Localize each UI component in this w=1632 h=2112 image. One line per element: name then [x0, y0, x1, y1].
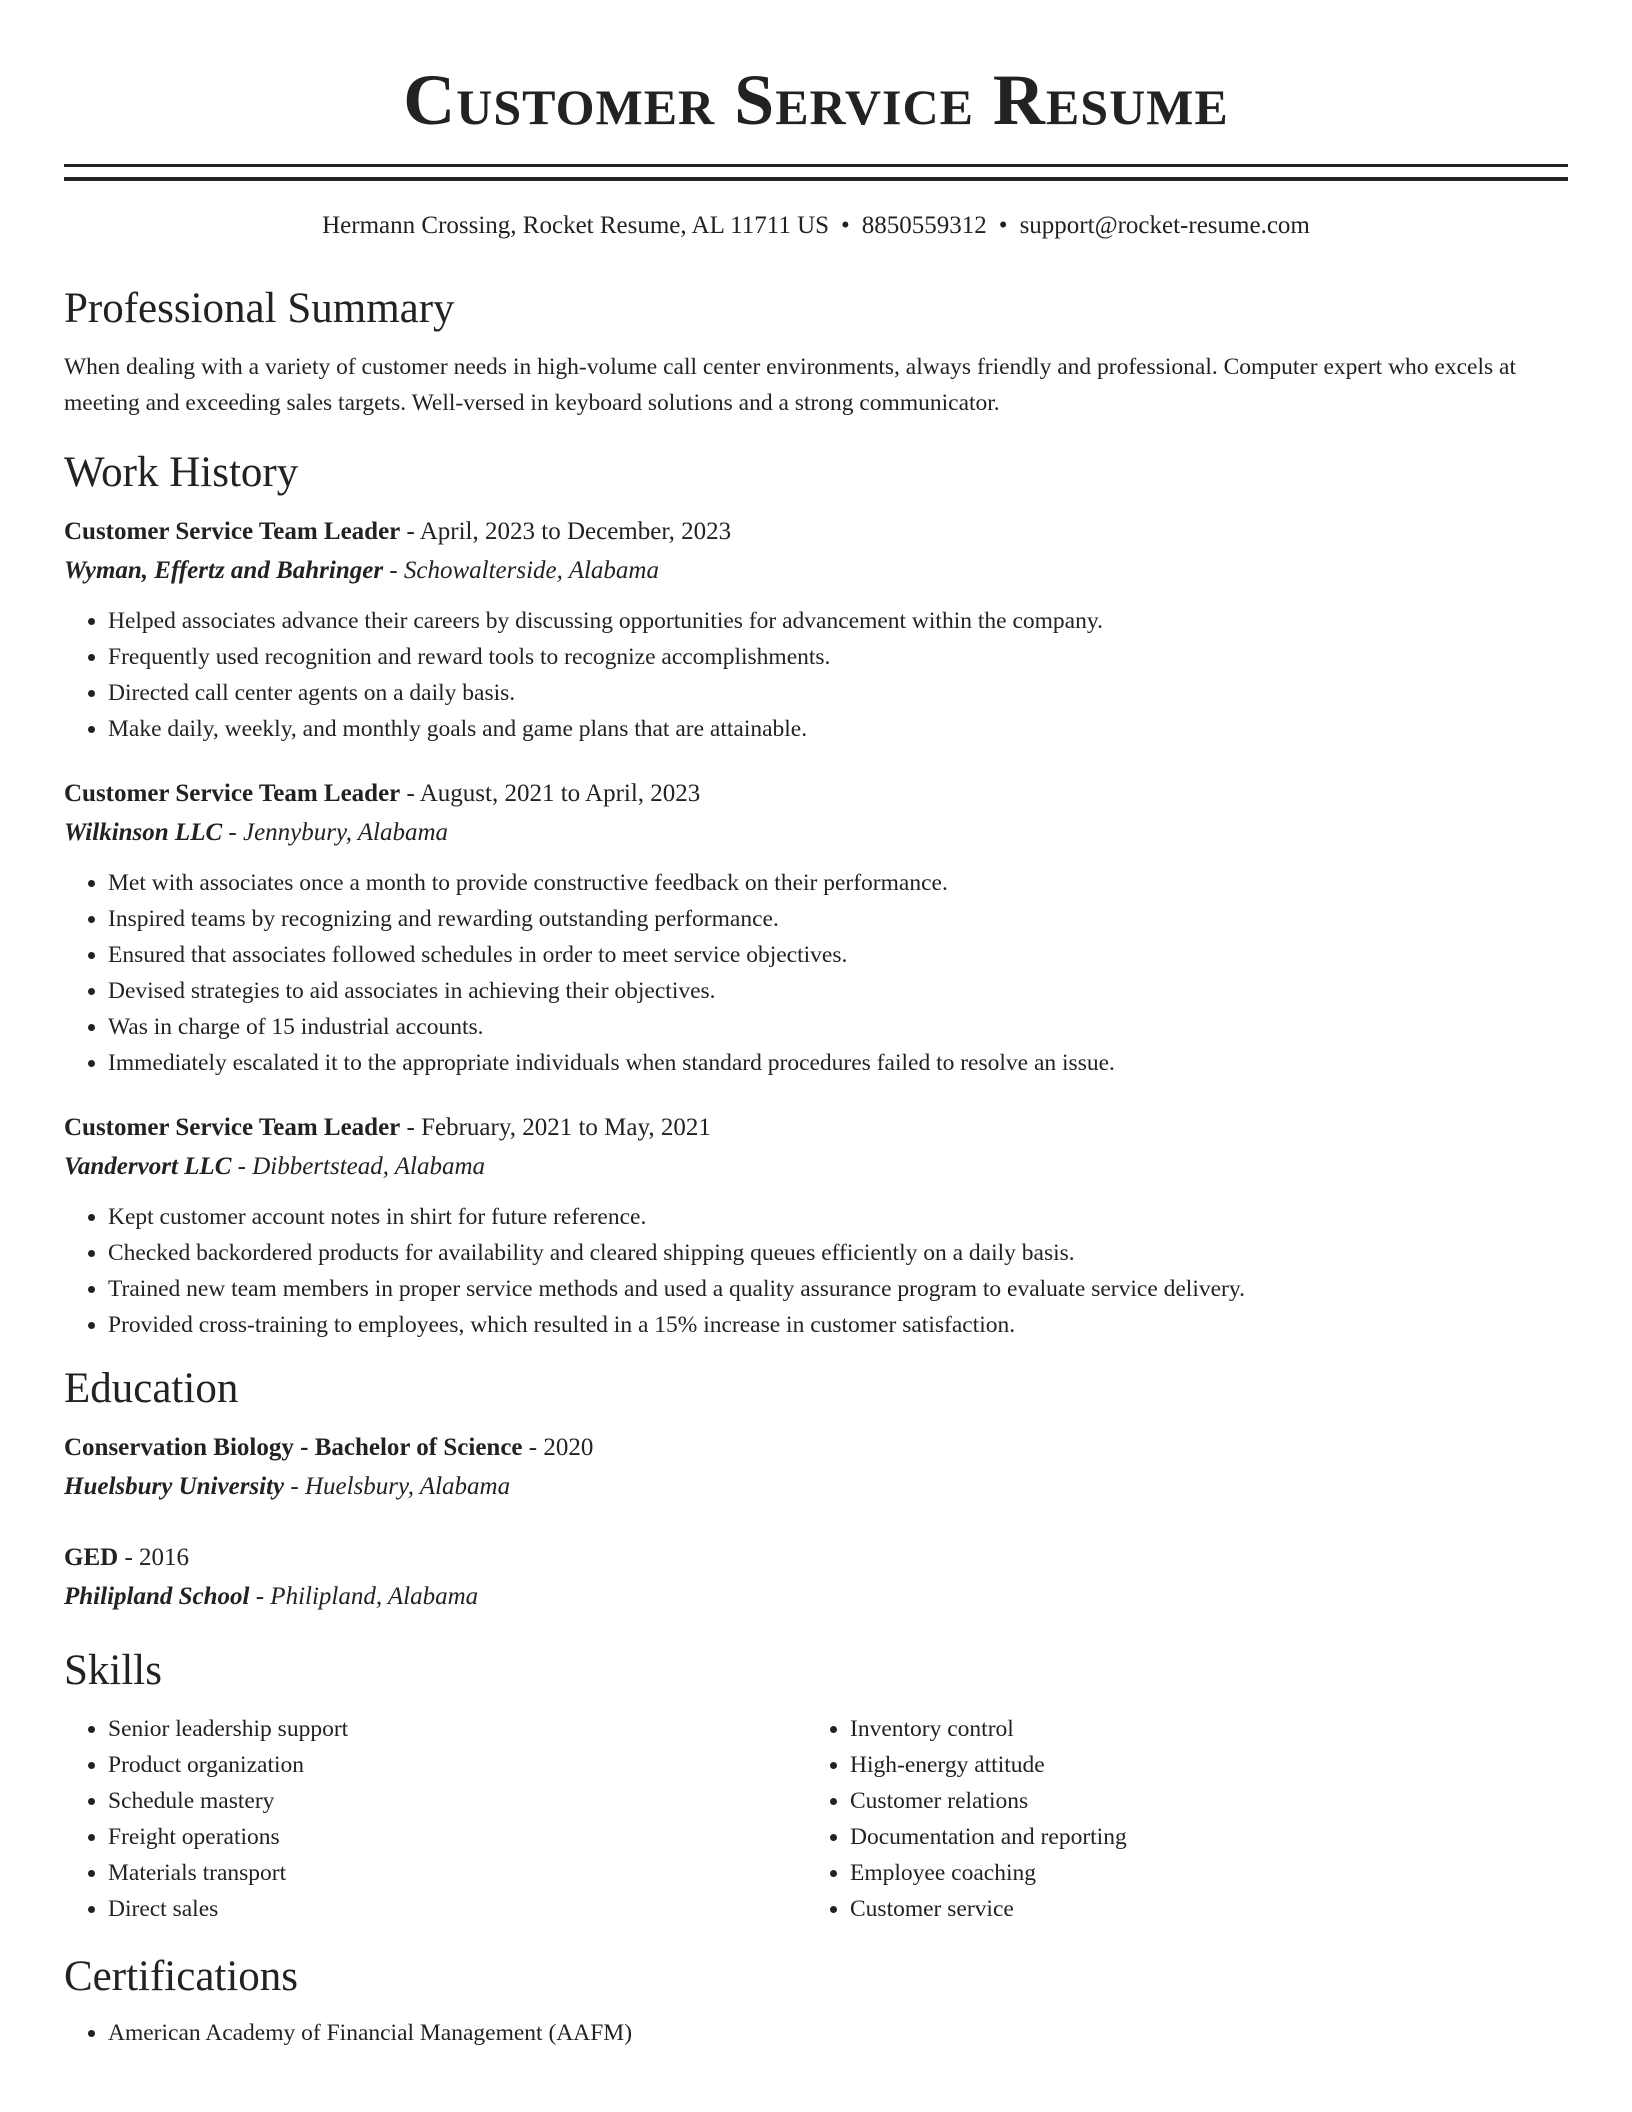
job-title-line: [64, 513, 1568, 551]
job-bullet: • Was in charge of 15 industrial accounts.: [108, 1009, 1568, 1045]
skill-item: • Customer service: [850, 1891, 1548, 1927]
contact-address: Hermann Crossing, Rocket Resume, AL 11711 US: [322, 212, 830, 239]
title-double-rule: [64, 164, 1568, 181]
job-title: Customer Service Team Leader: [64, 780, 401, 807]
job-company-line: [64, 813, 1568, 853]
job-title-line: [64, 1109, 1568, 1147]
contact-separator: •: [841, 212, 850, 239]
job-bullet: • Ensured that associates followed schedules in order to meet service objectives.: [108, 937, 1568, 973]
job-location: - Schowalterside, Alabama: [383, 557, 659, 584]
contact-phone: 8850559312: [861, 212, 987, 239]
job-bullet: • Frequently used recognition and reward tools to recognize accomplishments.: [108, 639, 1568, 675]
skill-item: • Freight operations: [108, 1819, 806, 1855]
job-dates: - February, 2021 to May, 2021: [400, 1114, 711, 1141]
education-school-line: [64, 1467, 1568, 1507]
job-bullet: • Helped associates advance their careers by discussing opportunities for advancement within the company.: [108, 603, 1568, 639]
education-location: - Philipland, Alabama: [249, 1583, 479, 1610]
skill-item: • Schedule mastery: [108, 1783, 806, 1819]
education-degree-line: [64, 1429, 1568, 1467]
job-company-line: [64, 1147, 1568, 1187]
education-degree: GED: [64, 1544, 119, 1571]
contact-email: support@rocket-resume.com: [1019, 212, 1310, 239]
skill-item: • Materials transport: [108, 1855, 806, 1891]
certification-item: • American Academy of Financial Management (AAFM): [108, 2015, 1568, 2051]
job-dates: - April, 2023 to December, 2023: [400, 518, 732, 545]
education-year: - 2016: [118, 1544, 190, 1571]
job-title-line: [64, 775, 1568, 813]
job-title: Customer Service Team Leader: [64, 518, 401, 545]
job-bullets: [64, 603, 1568, 747]
contact-separator: •: [998, 212, 1008, 239]
skill-item: • Inventory control: [850, 1711, 1548, 1747]
education-degree-line: [64, 1539, 1568, 1577]
skill-item: • Documentation and reporting: [850, 1819, 1548, 1855]
skill-item: • Customer relations: [850, 1783, 1548, 1819]
skill-item: • Direct sales: [108, 1891, 806, 1927]
skills-list-right: [806, 1711, 1548, 1927]
job-bullet: • Inspired teams by recognizing and rewarding outstanding performance.: [108, 901, 1568, 937]
skills-heading: Skills: [64, 1647, 162, 1694]
education-school-line: [64, 1577, 1568, 1617]
work-history-heading: Work History: [64, 449, 299, 496]
education-school: Philipland School: [64, 1583, 250, 1610]
job-company-line: [64, 551, 1568, 591]
job-title: Customer Service Team Leader: [64, 1114, 401, 1141]
job-bullets: [64, 865, 1568, 1081]
job-bullet: • Devised strategies to aid associates in achieving their objectives.: [108, 973, 1568, 1009]
job-bullet: • Directed call center agents on a daily basis.: [108, 675, 1568, 711]
job-bullet: • Kept customer account notes in shirt for future reference.: [108, 1199, 1568, 1235]
job-company: Wyman, Effertz and Bahringer: [64, 557, 384, 584]
skill-item: • Senior leadership support: [108, 1711, 806, 1747]
skill-item: • High-energy attitude: [850, 1747, 1548, 1783]
certifications-heading: Certifications: [64, 1953, 299, 2000]
job-dates: - August, 2021 to April, 2023: [400, 780, 701, 807]
job-bullets: [64, 1199, 1568, 1343]
education-degree: Conservation Biology - Bachelor of Science: [64, 1434, 523, 1461]
job-bullet: • Trained new team members in proper service methods and used a quality assurance program to evaluate service delivery.: [108, 1271, 1568, 1307]
contact-line: [64, 209, 1568, 243]
job-entry: [64, 513, 1568, 747]
resume-title: Customer Service Resume: [403, 60, 1229, 140]
job-bullet: • Make daily, weekly, and monthly goals and game plans that are attainable.: [108, 711, 1568, 747]
job-entry: [64, 1109, 1568, 1343]
skill-item: • Product organization: [108, 1747, 806, 1783]
skills-columns: [64, 1711, 1568, 1927]
education-entry: [64, 1429, 1568, 1507]
education-location: - Huelsbury, Alabama: [284, 1473, 511, 1500]
education-heading: Education: [64, 1365, 239, 1412]
education-school: Huelsbury University: [64, 1473, 285, 1500]
job-location: - Jennybury, Alabama: [222, 819, 449, 846]
skill-item: • Employee coaching: [850, 1855, 1548, 1891]
summary-text: When dealing with a variety of customer needs in high-volume call center environments, always friendly and professional. Computer expert who excels at meeting and exceeding sales targets. Well-versed in keyboard solutions and a strong communicator.: [64, 354, 1516, 416]
skills-list-left: [64, 1711, 806, 1927]
job-company: Vandervort LLC: [64, 1153, 232, 1180]
certifications-list: [64, 2015, 1568, 2051]
job-location: - Dibbertstead, Alabama: [231, 1153, 486, 1180]
summary-heading: Professional Summary: [64, 285, 455, 332]
job-bullet: • Met with associates once a month to provide constructive feedback on their performance.: [108, 865, 1568, 901]
education-entry: [64, 1539, 1568, 1617]
job-bullet: • Provided cross-training to employees, which resulted in a 15% increase in customer satisfaction.: [108, 1307, 1568, 1343]
job-company: Wilkinson LLC: [64, 819, 223, 846]
job-bullet: • Immediately escalated it to the appropriate individuals when standard procedures failed to resolve an issue.: [108, 1045, 1568, 1081]
job-entry: [64, 775, 1568, 1081]
job-bullet: • Checked backordered products for availability and cleared shipping queues efficiently on a daily basis.: [108, 1235, 1568, 1271]
education-year: - 2020: [522, 1434, 594, 1461]
